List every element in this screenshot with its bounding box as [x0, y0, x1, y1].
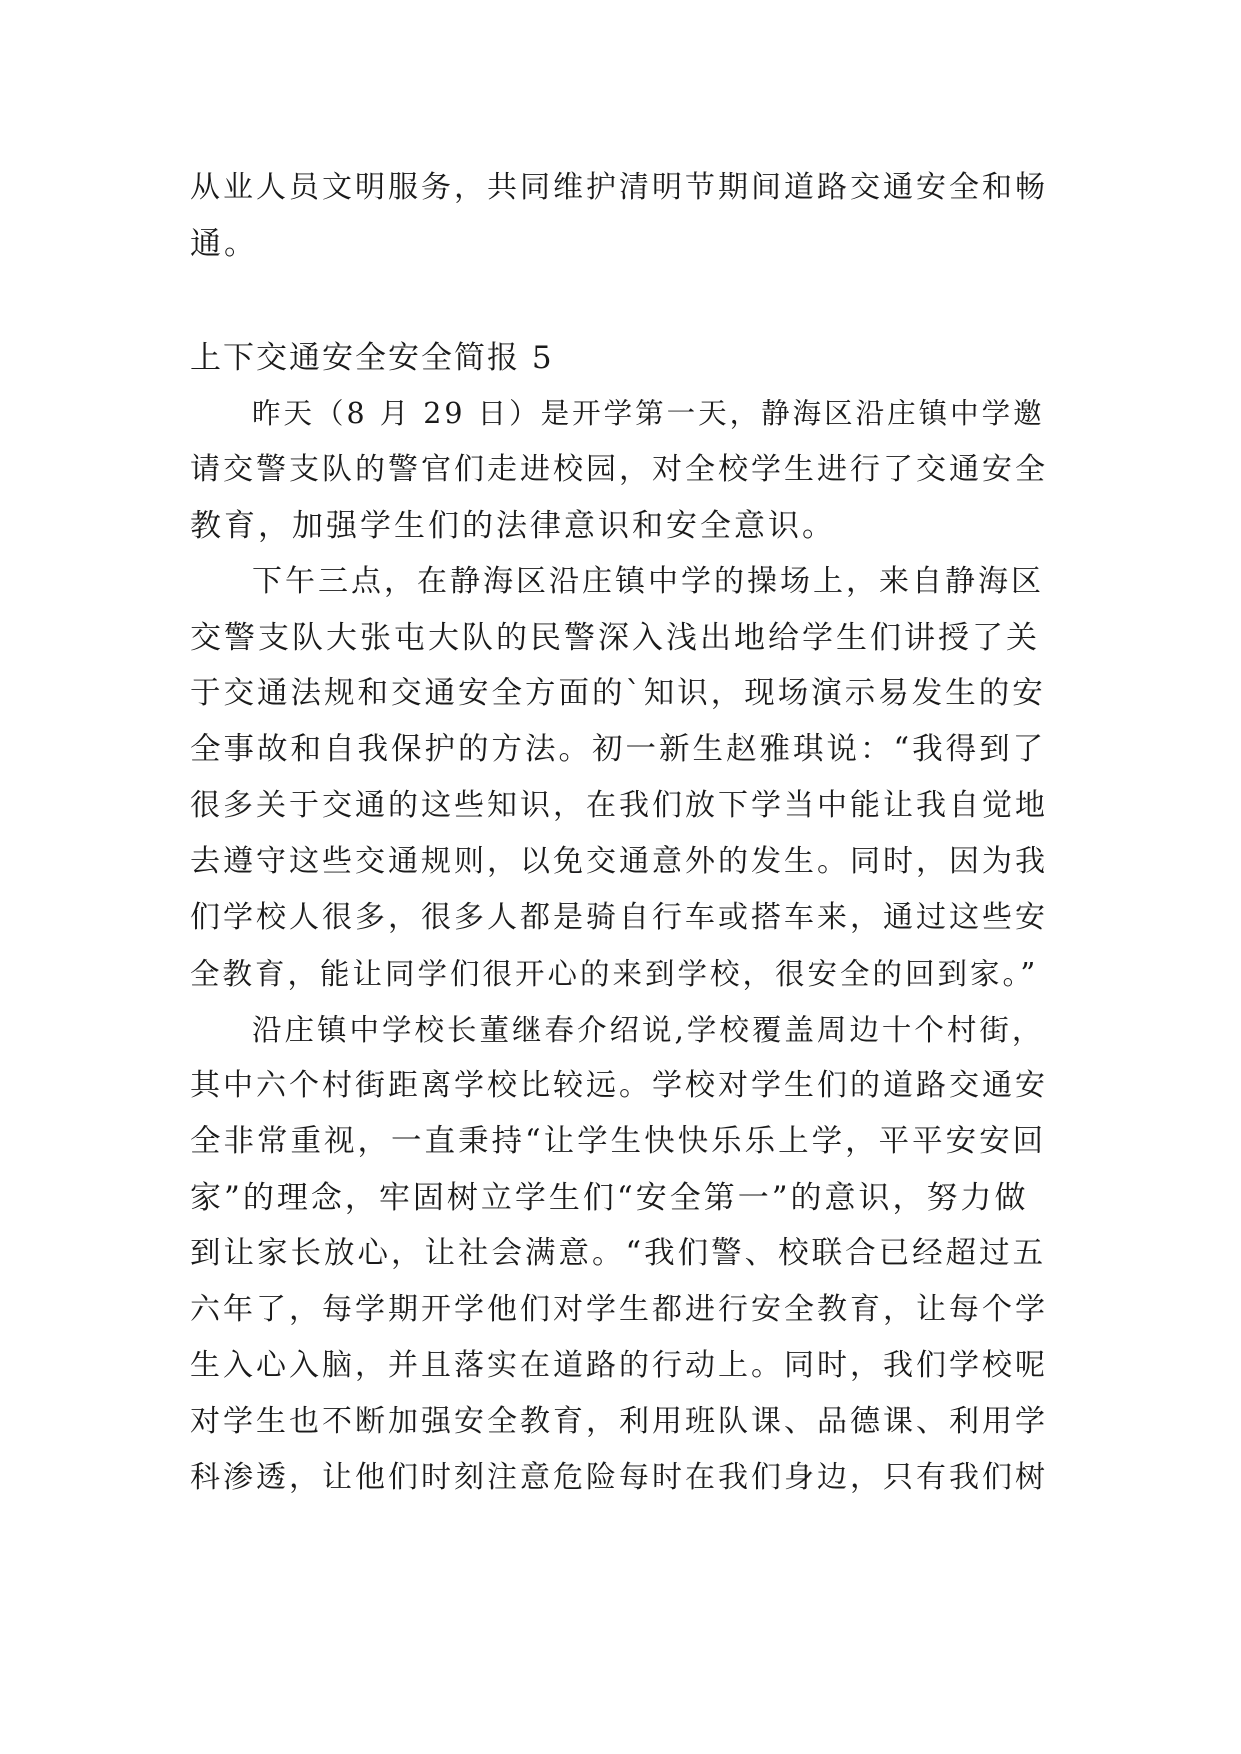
- paragraph-line: 生入心入脑，并且落实在道路的行动上。同时，我们学校呢: [190, 1348, 1048, 1383]
- paragraph-line: 通。: [190, 226, 258, 262]
- paragraph-line: 其中六个村街距离学校比较远。学校对学生们的道路交通安: [190, 1068, 1048, 1103]
- paragraph-line: 到让家长放心，让社会满意。“我们警、校联合已经超过五: [190, 1236, 1047, 1271]
- paragraph-line: 下午三点，在静海区沿庄镇中学的操场上，来自静海区: [252, 564, 1044, 599]
- paragraph-line: 科渗透，让他们时刻注意危险每时在我们身边，只有我们树: [190, 1460, 1048, 1495]
- paragraph-line: 交警支队大张屯大队的民警深入浅出地给学生们讲授了关: [190, 620, 1040, 656]
- paragraph-line: 家”的理念，牢固树立学生们“安全第一”的意识，努力做: [190, 1180, 1029, 1216]
- paragraph-line: 六年了，每学期开学他们对学生都进行安全教育，让每个学: [190, 1292, 1048, 1327]
- paragraph-line: 去遵守这些交通规则，以免交通意外的发生。同时，因为我: [190, 844, 1048, 879]
- paragraph-line: 全事故和自我保护的方法。初一新生赵雅琪说：“我得到了: [190, 732, 1047, 767]
- paragraph-line: 们学校人很多，很多人都是骑自行车或搭车来，通过这些安: [190, 900, 1048, 935]
- paragraph-line: 教育，加强学生们的法律意识和安全意识。: [190, 508, 836, 544]
- paragraph-line: 请交警支队的警官们走进校园，对全校学生进行了交通安全: [190, 452, 1048, 487]
- paragraph-line: 昨天（8 月 29 日）是开学第一天，静海区沿庄镇中学邀: [252, 397, 1045, 430]
- paragraph-line: 沿庄镇中学校长董继春介绍说,学校覆盖周边十个村街，: [252, 1013, 1045, 1047]
- paragraph-line: 很多关于交通的这些知识，在我们放下学当中能让我自觉地: [190, 788, 1048, 823]
- paragraph-line: 对学生也不断加强安全教育，利用班队课、品德课、利用学: [190, 1404, 1048, 1439]
- paragraph-line: 从业人员文明服务，共同维护清明节期间道路交通安全和畅: [190, 170, 1048, 205]
- paragraph-line: 全教育，能让同学们很开心的来到学校，很安全的回到家。”: [190, 957, 1039, 991]
- paragraph-line: 于交通法规和交通安全方面的`知识，现场演示易发生的安: [190, 676, 1046, 711]
- paragraph-line: 全非常重视，一直秉持“让学生快快乐乐上学，平平安安回: [190, 1124, 1047, 1159]
- section-heading: 上下交通安全安全简报 5: [190, 340, 554, 376]
